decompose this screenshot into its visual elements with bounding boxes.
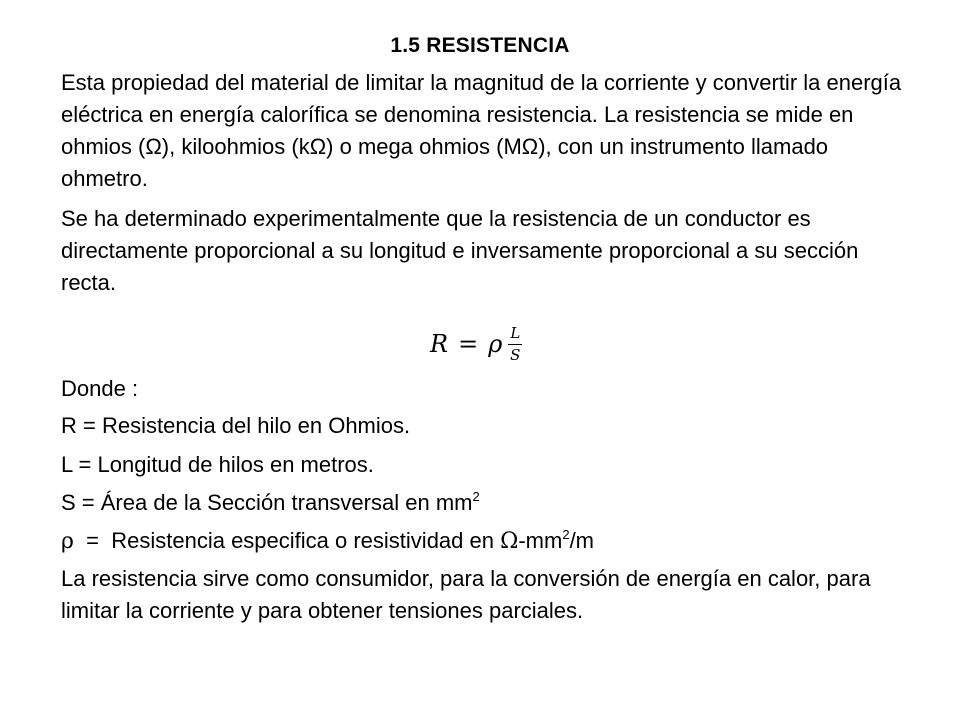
definition-s <box>61 487 480 519</box>
rho-unit-end: /m <box>569 528 595 553</box>
formula-numerator: L <box>510 323 521 342</box>
resistance-formula <box>430 316 522 372</box>
proportionality-paragraph: Se ha determinado experimentalmente que la resistencia de un conductor es directamente proporcional a su longitud e inversamente proporcional a su sección recta. <box>61 206 859 295</box>
omega-symbol: Ω <box>500 529 519 554</box>
formula-fraction <box>508 324 522 365</box>
usage-paragraph: La resistencia sirve como consumidor, para la conversión de energía en calor, para limitar la corriente y para obtener tensiones parciales. <box>61 566 871 623</box>
rho-unit-exponent: 2 <box>562 527 570 542</box>
formula-lhs: R <box>430 330 449 358</box>
definition-s-text: S = Área de la Sección transversal en mm <box>61 490 473 515</box>
definition-s-exponent: 2 <box>472 489 480 504</box>
definition-paragraph: Esta propiedad del material de limitar la magnitud de la corriente y convertir la energía eléctrica en energía calorífica se denomina resistencia. La resistencia se mide en ohmios (Ω), kiloohmios (kΩ) o mega ohmios (MΩ), con un instrumento llamado ohmetro. <box>61 70 902 191</box>
definition-r: R = Resistencia del hilo en Ohmios. <box>61 413 411 438</box>
fraction-bar <box>508 344 522 345</box>
rho-unit-mm: -mm <box>518 528 563 553</box>
definition-rho <box>61 525 594 558</box>
definition-rho-text: = Resistencia especifica o resistividad en <box>73 528 501 553</box>
rho-symbol: ρ <box>61 529 74 554</box>
donde-label: Donde : <box>61 376 139 401</box>
formula-rho: ρ <box>488 330 503 358</box>
formula-denominator: S <box>510 345 521 364</box>
definition-l: L = Longitud de hilos en metros. <box>61 452 374 477</box>
slide-title: 1.5 RESISTENCIA <box>390 34 570 57</box>
formula-equals: = <box>458 330 479 358</box>
